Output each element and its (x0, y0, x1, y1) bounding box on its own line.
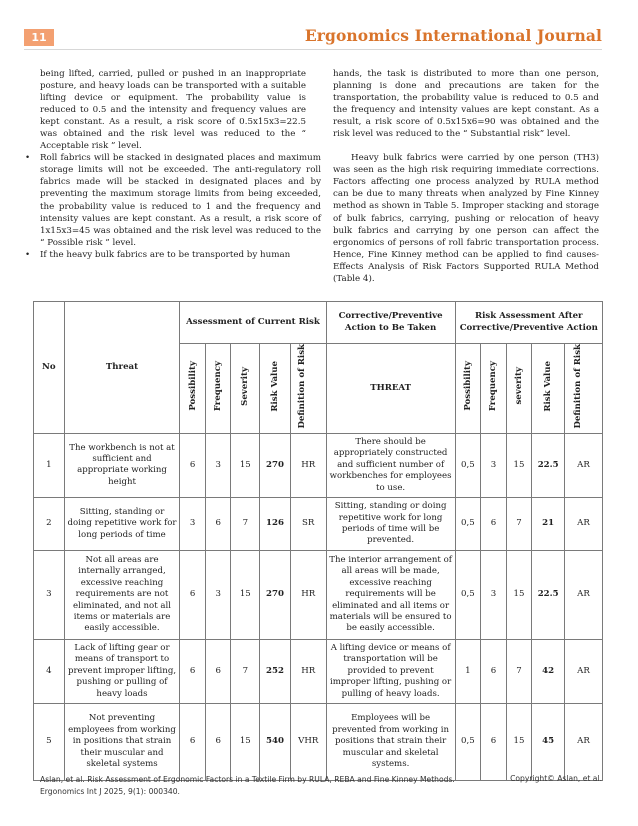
cell-frequency: 3 (205, 433, 231, 497)
cell-frequency: 6 (205, 497, 231, 550)
table-row (34, 497, 603, 550)
cell-frequency: 6 (205, 703, 231, 780)
cell-risk-value: 540 (260, 703, 291, 780)
header-corrective-action: Corrective/Preventive Action to Be Taken (326, 302, 455, 344)
cell-action: Sitting, standing or doing repetitive work for long periods of time will be prevented. (326, 497, 455, 550)
header-possibility: Possibility (180, 344, 206, 434)
cell-definition-after: AR (565, 639, 603, 703)
journal-title: Ergonomics International Journal (304, 26, 602, 45)
cell-possibility-after: 0,5 (455, 703, 481, 780)
paragraph: Heavy bulk fabrics were carried by one person (TH3) was seen as the high risk requiring immediate corrections. Factors affecting one process analyzed by RULA method can be due to many threats when analyzed by Fine Kinney method as shown in Table 5. Improper stacking and storage of bulk fabrics, carrying, pushing or relocation of heavy bulk fabrics and carrying by one person can affect the ergonomics of persons of roll fabric transportation process. Hence, Fine Kinney method can be applied to find causes-Effects Analysis of Risk Factors Supported RULA Method (Table 4). (333, 153, 599, 284)
cell-severity: 15 (231, 433, 260, 497)
header-frequency: Frequency (205, 344, 231, 434)
footer-copyright: Copyright© Aslan, et al. (510, 774, 602, 783)
cell-possibility-after: 0,5 (455, 433, 481, 497)
cell-no: 2 (34, 497, 65, 550)
footer-citation (40, 774, 455, 798)
header-definition-after: Definition of Risk (565, 344, 603, 434)
bullet-list (40, 152, 321, 260)
cell-possibility-after: 0,5 (455, 497, 481, 550)
cell-no: 5 (34, 703, 65, 780)
cell-definition-after: AR (565, 550, 603, 639)
cell-possibility-after: 1 (455, 639, 481, 703)
cell-risk-value: 270 (260, 433, 291, 497)
cell-no: 4 (34, 639, 65, 703)
page-number-badge: 11 (24, 29, 54, 46)
header-threat-sub: THREAT (326, 344, 455, 434)
cell-severity: 15 (231, 550, 260, 639)
header-definition: Definition of Risk (290, 344, 326, 434)
cell-risk-value-after: 42 (532, 639, 565, 703)
cell-frequency-after: 6 (481, 703, 507, 780)
cell-no: 1 (34, 433, 65, 497)
cell-definition: HR (290, 550, 326, 639)
header-threat: Threat (64, 302, 180, 434)
header-frequency-after: Frequency (481, 344, 507, 434)
cell-definition-after: AR (565, 703, 603, 780)
cell-frequency-after: 3 (481, 433, 507, 497)
header-no: No (34, 302, 65, 434)
cell-definition: SR (290, 497, 326, 550)
cell-no: 3 (34, 550, 65, 639)
cell-severity-after: 7 (506, 497, 532, 550)
cell-possibility-after: 0,5 (455, 550, 481, 639)
citation-line-1: Aslan, et al. Risk Assessment of Ergonomic Factors in a Textile Firm by RULA, REBA and Fine Kinney Methods. (40, 775, 455, 784)
cell-threat: Lack of lifting gear or means of transport to prevent improper lifting, pushing or pulling of heavy loads (64, 639, 180, 703)
cell-severity-after: 15 (506, 703, 532, 780)
cell-definition: HR (290, 433, 326, 497)
cell-severity: 7 (231, 639, 260, 703)
bullet-item: • If the heavy bulk fabrics are to be transported by human (25, 249, 321, 261)
table-row (34, 550, 603, 639)
citation-line-2: Ergonomics Int J 2025, 9(1): 000340. (40, 787, 180, 796)
cell-risk-value-after: 45 (532, 703, 565, 780)
cell-risk-value: 126 (260, 497, 291, 550)
cell-frequency-after: 6 (481, 639, 507, 703)
risk-assessment-table (33, 301, 603, 781)
cell-frequency-after: 3 (481, 550, 507, 639)
cell-possibility: 6 (180, 433, 206, 497)
cell-risk-value-after: 22.5 (532, 433, 565, 497)
cell-threat: Sitting, standing or doing repetitive work for long periods of time (64, 497, 180, 550)
cell-action: A lifting device or means of transportation will be provided to prevent improper lifting, pushing or pulling of heavy loads. (326, 639, 455, 703)
header-severity-after: severity (506, 344, 532, 434)
cell-frequency: 6 (205, 639, 231, 703)
cell-threat: The workbench is not at sufficient and appropriate working height (64, 433, 180, 497)
cell-threat: Not preventing employees from working in positions that strain their muscular and skeletal systems (64, 703, 180, 780)
bullet-item: • Roll fabrics will be stacked in designated places and maximum storage limits will not be exceeded. The anti-regulatory roll fabrics made will be stacked in designated places and by preventing the maximum storage limits from being exceeded, the probability value is reduced to 1 and the frequency and intensity values are kept constant. As a result, a risk score of 1x15x3=45 was obtained and the risk level was reduced to the “ Possible risk ” level. (25, 152, 321, 248)
header-risk-value-after: Risk Value (532, 344, 565, 434)
header-possibility-after: Possibility (455, 344, 481, 434)
cell-risk-value-after: 22.5 (532, 550, 565, 639)
cell-action: The interior arrangement of all areas will be made, excessive reaching requirements will be eliminated and all items or materials will be ensured to be easily accessible. (326, 550, 455, 639)
cell-definition-after: AR (565, 433, 603, 497)
cell-severity-after: 15 (506, 550, 532, 639)
cell-threat: Not all areas are internally arranged, excessive reaching requirements are not eliminated, and not all items or materials are easily accessible. (64, 550, 180, 639)
header-current-risk: Assessment of Current Risk (180, 302, 326, 344)
cell-possibility: 6 (180, 550, 206, 639)
table-row (34, 433, 603, 497)
cell-severity: 15 (231, 703, 260, 780)
cell-frequency: 3 (205, 550, 231, 639)
table-row (34, 703, 603, 780)
cell-severity: 7 (231, 497, 260, 550)
cell-possibility: 6 (180, 703, 206, 780)
table-row (34, 639, 603, 703)
cell-severity-after: 15 (506, 433, 532, 497)
cell-possibility: 3 (180, 497, 206, 550)
cell-definition: HR (290, 639, 326, 703)
cell-severity-after: 7 (506, 639, 532, 703)
cell-possibility: 6 (180, 639, 206, 703)
header-risk-value: Risk Value (260, 344, 291, 434)
header-divider (24, 49, 602, 50)
header-risk-after: Risk Assessment After Corrective/Preventive Action (455, 302, 602, 344)
table-header-row (34, 302, 603, 344)
cell-risk-value-after: 21 (532, 497, 565, 550)
paragraph: hands, the task is distributed to more than one person, planning is done and precautions are taken for the transportation, the probability value is reduced to 0.5 and the frequency and intensity values are kept constant. As a result, a risk score of 0.5x15x6=90 was obtained and the risk level was reduced to the “ Substantial risk” level. (333, 69, 599, 140)
cell-frequency-after: 6 (481, 497, 507, 550)
cell-risk-value: 252 (260, 639, 291, 703)
cell-action: Employees will be prevented from working in positions that strain their muscular and skeletal systems. (326, 703, 455, 780)
left-text-column (40, 68, 321, 261)
cell-definition-after: AR (565, 497, 603, 550)
cell-risk-value: 270 (260, 550, 291, 639)
cell-action: There should be appropriately constructed and sufficient number of workbenches for employees to use. (326, 433, 455, 497)
header-severity: Severity (231, 344, 260, 434)
right-text-column (333, 68, 599, 285)
cell-definition: VHR (290, 703, 326, 780)
paragraph: being lifted, carried, pulled or pushed in an inappropriate posture, and heavy loads can be transported with a suitable lifting device or equipment. The probability value is reduced to 0.5 and the intensity and frequency values are kept constant. As a result, a risk score of 0.5x15x3=22.5 was obtained and the risk level was reduced to the “ Acceptable risk ” level. (40, 69, 306, 152)
